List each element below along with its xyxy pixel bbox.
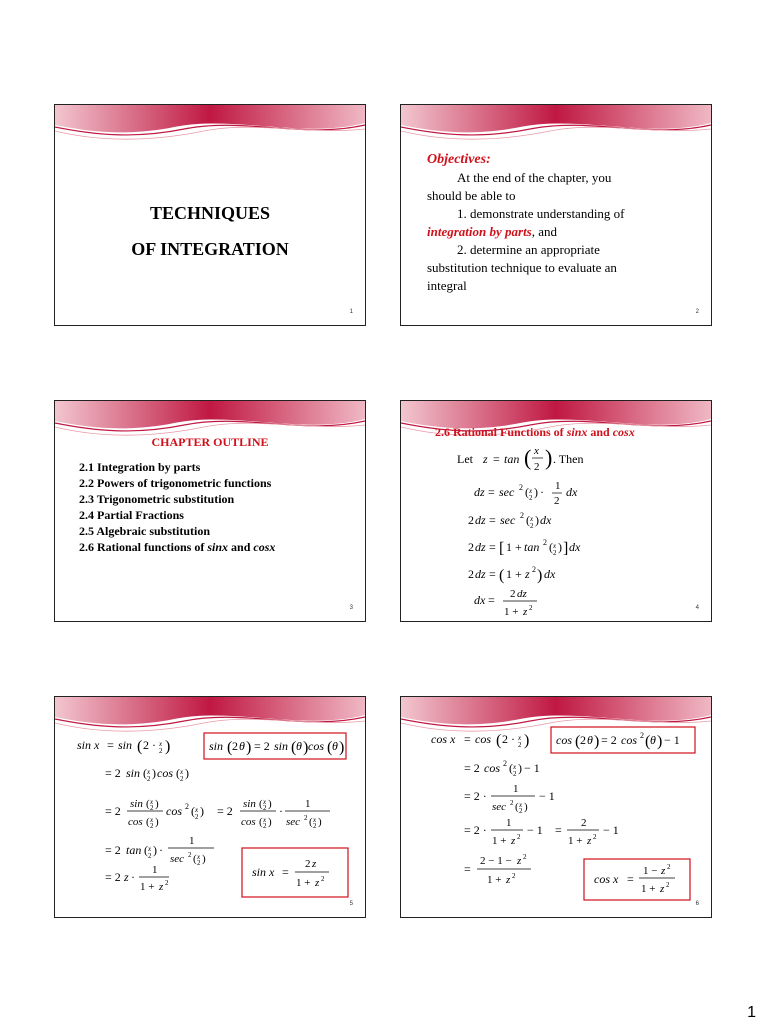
outline-item: 2.5 Algebraic substitution	[79, 524, 211, 538]
svg-text:2: 2	[666, 881, 670, 889]
svg-text:sec: sec	[286, 816, 301, 828]
svg-text:=: =	[488, 593, 495, 607]
objectives-line-1: At the end of the chapter, you	[457, 170, 612, 185]
objective-item-2-line-3: integral	[427, 278, 467, 293]
slide-2	[400, 104, 712, 326]
svg-text:θ: θ	[650, 733, 656, 747]
slide-title-line-1: TECHNIQUES	[149, 203, 271, 223]
slide-5	[54, 696, 366, 918]
svg-text:cos: cos	[128, 816, 143, 828]
section-title-and: and	[587, 425, 613, 439]
svg-text:1: 1	[555, 480, 561, 492]
svg-text:=: =	[489, 540, 496, 554]
svg-text:·: ·	[131, 870, 135, 884]
svg-text:2: 2	[530, 522, 534, 530]
outline-item: 2.1 Integration by parts	[79, 460, 201, 474]
svg-text:2: 2	[321, 875, 325, 883]
svg-text:x: x	[519, 801, 523, 809]
svg-text:=: =	[107, 738, 114, 752]
svg-text:2: 2	[532, 565, 536, 574]
svg-text:(: (	[146, 816, 150, 828]
svg-text:θ: θ	[587, 733, 593, 747]
svg-text:2: 2	[529, 604, 533, 612]
svg-text:2: 2	[305, 858, 311, 870]
objective-item-2: 2. determine an appropriate	[457, 242, 600, 257]
svg-text:cos: cos	[475, 732, 491, 746]
svg-text:2: 2	[513, 770, 517, 778]
svg-text:(: (	[496, 732, 502, 749]
svg-text:2: 2	[150, 804, 154, 812]
svg-text:1: 1	[513, 783, 519, 795]
slide-banner	[55, 105, 365, 153]
svg-text:cos: cos	[484, 761, 500, 775]
svg-text:sec: sec	[492, 801, 507, 813]
svg-text:2: 2	[510, 588, 516, 600]
svg-text:2: 2	[553, 549, 557, 557]
svg-text:θ: θ	[296, 739, 302, 753]
svg-text:= 2 ·: = 2 ·	[464, 789, 487, 803]
svg-text:dz: dz	[517, 588, 527, 600]
svg-text:(: (	[509, 761, 513, 775]
svg-text:2: 2	[197, 859, 201, 867]
svg-text:x: x	[180, 768, 184, 776]
svg-text:− 1: − 1	[539, 789, 555, 803]
svg-text:x: x	[195, 806, 199, 814]
svg-text:2: 2	[263, 822, 267, 830]
svg-text:z: z	[506, 874, 511, 886]
svg-text:): )	[268, 816, 272, 828]
svg-text:): )	[246, 739, 252, 756]
svg-text:. Then: . Then	[553, 452, 584, 466]
svg-text:2: 2	[529, 494, 533, 502]
svg-text:1 −: 1 −	[643, 865, 658, 877]
svg-text:x: x	[513, 763, 517, 771]
svg-text:(: (	[143, 766, 147, 780]
svg-text:dz: dz	[474, 485, 485, 499]
svg-text:z: z	[661, 865, 666, 877]
svg-text:− 1: − 1	[524, 761, 540, 775]
svg-text:(: (	[137, 738, 143, 755]
svg-text:(: (	[259, 816, 263, 828]
svg-text:2: 2	[543, 538, 547, 547]
outline-item: 2.2 Powers of trigonometric functions	[79, 476, 272, 490]
svg-text:(: (	[515, 801, 519, 813]
svg-text:(: (	[524, 445, 532, 470]
slide-number: 6	[695, 901, 699, 907]
svg-text:2 − 1 −: 2 − 1 −	[480, 855, 512, 867]
svg-text:(: (	[525, 485, 529, 499]
svg-text:2 ·: 2 ·	[502, 732, 515, 746]
svg-text:= 2: = 2	[105, 843, 121, 857]
svg-text:cos: cos	[166, 804, 182, 818]
svg-text:= 2: = 2	[105, 870, 121, 884]
svg-text:): )	[318, 816, 322, 828]
svg-text:= 2: = 2	[105, 766, 121, 780]
slide-6	[400, 696, 712, 918]
svg-text:x: x	[534, 445, 539, 457]
svg-text:1 +: 1 +	[492, 835, 507, 847]
svg-text:2: 2	[263, 804, 267, 812]
section-title-cosx: cosx	[612, 425, 635, 439]
svg-text:= 2 ·: = 2 ·	[464, 823, 487, 837]
chapter-outline-heading: CHAPTER OUTLINE	[151, 435, 269, 449]
svg-text:x: x	[553, 542, 557, 550]
slide-4	[400, 400, 712, 622]
svg-text:= 2: = 2	[601, 733, 617, 747]
svg-text:=: =	[489, 513, 496, 527]
svg-text:): )	[155, 798, 159, 810]
svg-text:(: (	[146, 798, 150, 810]
slide-number: 1	[349, 309, 353, 315]
outline-item	[79, 539, 275, 555]
sinx-derivation	[55, 697, 366, 918]
svg-text:sin: sin	[243, 798, 256, 810]
svg-text:dx: dx	[474, 593, 486, 607]
svg-text:=: =	[464, 732, 471, 746]
svg-text:2: 2	[581, 817, 587, 829]
svg-text:): )	[524, 801, 528, 813]
svg-text:2: 2	[503, 759, 507, 768]
svg-text:2: 2	[195, 813, 199, 821]
svg-text:(: (	[191, 804, 195, 818]
svg-text:x: x	[518, 734, 522, 742]
svg-text:(: (	[645, 733, 651, 750]
svg-text:2: 2	[159, 747, 163, 755]
svg-text:1 +: 1 +	[641, 883, 656, 895]
svg-text:2: 2	[517, 833, 521, 841]
svg-text:sec: sec	[499, 485, 515, 499]
svg-text:= 2: = 2	[105, 804, 121, 818]
svg-text:sin: sin	[130, 798, 143, 810]
svg-text:(: (	[575, 733, 581, 750]
svg-text:=: =	[627, 872, 634, 886]
svg-text:1 +: 1 +	[568, 835, 583, 847]
svg-text:cos: cos	[157, 766, 173, 780]
outline-item: 2.3 Trigonometric substitution	[79, 492, 235, 506]
svg-text:(: (	[193, 853, 197, 865]
svg-text:cos: cos	[308, 739, 324, 753]
svg-text:2: 2	[519, 483, 523, 492]
svg-text:2: 2	[148, 852, 152, 860]
slide-banner	[401, 105, 711, 153]
svg-text:): )	[558, 540, 562, 554]
svg-text:): )	[165, 738, 171, 755]
svg-text:(: (	[549, 540, 553, 554]
svg-text:2: 2	[518, 741, 522, 749]
svg-text:2: 2	[180, 775, 184, 783]
svg-text:2: 2	[304, 814, 308, 822]
slide-title-line-2: OF INTEGRATION	[131, 239, 289, 259]
svg-text:2: 2	[150, 822, 154, 830]
svg-text:sin x: sin x	[77, 738, 100, 752]
svg-text:tan: tan	[524, 540, 540, 554]
svg-text:2: 2	[523, 853, 527, 861]
svg-text:(: (	[499, 567, 505, 584]
svg-text:·: ·	[540, 485, 544, 499]
svg-text:·: ·	[279, 804, 283, 818]
svg-text:cos x: cos x	[594, 872, 619, 886]
chapter-outline-list	[79, 459, 275, 555]
svg-text:2: 2	[667, 863, 671, 871]
section-title-text: 2.6 Rational Functions of	[435, 425, 567, 439]
svg-text:2: 2	[232, 739, 238, 753]
svg-text:2: 2	[510, 799, 514, 807]
svg-text:1: 1	[152, 864, 158, 876]
svg-text:): )	[185, 766, 189, 780]
svg-text:): )	[537, 567, 543, 584]
svg-text:1 +: 1 +	[504, 606, 519, 618]
svg-text:x: x	[150, 798, 154, 806]
svg-text:= 2: = 2	[254, 739, 270, 753]
svg-text:cos x: cos x	[431, 732, 456, 746]
svg-text:2: 2	[468, 540, 474, 554]
objective-item-1-tail: , and	[531, 224, 558, 239]
svg-text:=: =	[555, 823, 562, 837]
svg-text:θ: θ	[332, 739, 338, 753]
svg-text:2: 2	[165, 879, 169, 887]
svg-text:): )	[155, 816, 159, 828]
svg-text:x: x	[159, 740, 163, 748]
slide-1	[54, 104, 366, 326]
svg-text:dx: dx	[566, 485, 578, 499]
svg-text:(: (	[291, 739, 297, 756]
svg-text:): )	[524, 732, 530, 749]
cosx-derivation	[401, 697, 712, 918]
svg-text:x: x	[147, 768, 151, 776]
svg-text:x: x	[263, 798, 267, 806]
svg-text:x: x	[197, 853, 201, 861]
svg-text:− 1: − 1	[603, 823, 619, 837]
slide-number: 5	[349, 901, 353, 907]
outline-item: 2.4 Partial Fractions	[79, 508, 184, 522]
svg-text:(: (	[144, 843, 148, 857]
svg-text:(: (	[327, 739, 333, 756]
svg-text:sin: sin	[209, 739, 224, 753]
svg-text:1: 1	[506, 817, 512, 829]
svg-text:dz: dz	[475, 513, 486, 527]
svg-text:1: 1	[305, 798, 311, 810]
svg-text:= 2: = 2	[217, 804, 233, 818]
svg-text:x: x	[150, 816, 154, 824]
svg-text:(: (	[309, 816, 313, 828]
svg-text:(: (	[526, 513, 530, 527]
svg-text:): )	[535, 513, 539, 527]
svg-text:): )	[534, 485, 538, 499]
outline-item-cosx: cosx	[253, 540, 276, 554]
svg-text:x: x	[263, 816, 267, 824]
svg-text:): )	[594, 733, 600, 750]
svg-text:=: =	[493, 452, 500, 466]
svg-text:2: 2	[520, 511, 524, 520]
svg-text:z: z	[159, 881, 164, 893]
svg-text:): )	[153, 843, 157, 857]
svg-text:x: x	[530, 515, 534, 523]
svg-text:(: (	[259, 798, 263, 810]
svg-text:cos: cos	[621, 733, 637, 747]
objective-item-1-cont	[427, 223, 697, 241]
svg-text:2: 2	[468, 513, 474, 527]
svg-text:1: 1	[189, 835, 195, 847]
svg-text:(: (	[176, 766, 180, 780]
svg-text:sin: sin	[274, 739, 289, 753]
outline-item-and: and	[228, 540, 254, 554]
svg-text:1 +: 1 +	[506, 540, 522, 554]
derivation-equations	[401, 401, 712, 622]
svg-text:dx: dx	[569, 540, 581, 554]
outline-item-text: 2.6 Rational functions of	[79, 540, 208, 554]
svg-text:z: z	[523, 606, 528, 618]
svg-text:x: x	[529, 487, 533, 495]
svg-text:]: ]	[563, 540, 569, 557]
svg-text:2: 2	[580, 733, 586, 747]
svg-text:Let: Let	[457, 452, 473, 466]
svg-text:z: z	[124, 870, 129, 884]
svg-text:tan: tan	[126, 843, 142, 857]
svg-text:2: 2	[512, 872, 516, 880]
objective-emphasis: integration by parts	[427, 224, 532, 239]
svg-text:= 2: = 2	[464, 761, 480, 775]
svg-text:(: (	[227, 739, 233, 756]
svg-text:z: z	[312, 858, 317, 870]
svg-text:=: =	[464, 862, 471, 876]
svg-text:z: z	[483, 452, 488, 466]
svg-text:z: z	[315, 877, 320, 889]
svg-text:=: =	[489, 567, 496, 581]
svg-text:1 +: 1 +	[140, 881, 155, 893]
slide-3	[54, 400, 366, 622]
svg-text:x: x	[148, 845, 152, 853]
svg-text:1 +: 1 +	[506, 567, 522, 581]
svg-text:sin x: sin x	[252, 865, 275, 879]
slide-number: 2	[695, 309, 699, 315]
svg-text:): )	[657, 733, 663, 750]
page-number: 1	[747, 1004, 756, 1021]
svg-text:cos: cos	[241, 816, 256, 828]
svg-text:2: 2	[147, 775, 151, 783]
slide-number: 4	[695, 605, 699, 611]
slide-number: 3	[349, 605, 353, 611]
objective-item-1: 1. demonstrate understanding of	[457, 206, 625, 221]
svg-text:1 +: 1 +	[487, 874, 502, 886]
objectives-line-2: should be able to	[427, 188, 516, 203]
svg-text:2: 2	[640, 731, 644, 740]
svg-text:z: z	[517, 855, 522, 867]
outline-item-sinx: sinx	[207, 540, 229, 554]
svg-text:2: 2	[554, 495, 560, 507]
svg-text:z: z	[660, 883, 665, 895]
svg-text:sec: sec	[500, 513, 516, 527]
svg-text:dz: dz	[475, 567, 486, 581]
svg-text:2: 2	[534, 461, 540, 473]
svg-text:− 1: − 1	[664, 733, 680, 747]
svg-text:): )	[202, 853, 206, 865]
svg-text:2: 2	[313, 822, 317, 830]
svg-text:): )	[303, 739, 309, 756]
svg-text:2: 2	[593, 833, 597, 841]
svg-text:1 +: 1 +	[296, 877, 311, 889]
svg-text:z: z	[587, 835, 592, 847]
svg-text:2 ·: 2 ·	[143, 738, 156, 752]
objective-item-2-line-2: substitution technique to evaluate an	[427, 260, 617, 275]
svg-text:sin: sin	[118, 738, 133, 752]
svg-text:): )	[339, 739, 345, 756]
svg-text:θ: θ	[239, 739, 245, 753]
svg-text:2: 2	[185, 802, 189, 811]
svg-text:cos: cos	[556, 733, 572, 747]
svg-text:x: x	[313, 816, 317, 824]
svg-text:=: =	[282, 865, 289, 879]
objectives-heading: Objectives:	[427, 152, 491, 167]
svg-text:dx: dx	[540, 513, 552, 527]
svg-text:z: z	[511, 835, 516, 847]
svg-text:− 1: − 1	[527, 823, 543, 837]
svg-text:sin: sin	[126, 766, 141, 780]
svg-text:2: 2	[468, 567, 474, 581]
section-title-sinx: sinx	[566, 425, 588, 439]
svg-text:[: [	[499, 540, 505, 557]
objectives-text	[427, 151, 697, 295]
svg-text:=: =	[488, 485, 495, 499]
svg-text:·: ·	[159, 843, 163, 857]
svg-text:2: 2	[519, 807, 523, 815]
svg-text:sec: sec	[170, 853, 185, 865]
svg-text:): )	[518, 761, 522, 775]
svg-text:z: z	[525, 567, 530, 581]
svg-text:dz: dz	[475, 540, 486, 554]
svg-text:dx: dx	[544, 567, 556, 581]
svg-text:): )	[200, 804, 204, 818]
svg-text:): )	[268, 798, 272, 810]
svg-text:): )	[545, 445, 553, 470]
svg-text:tan: tan	[504, 452, 520, 466]
svg-text:): )	[152, 766, 156, 780]
svg-text:2: 2	[188, 851, 192, 859]
